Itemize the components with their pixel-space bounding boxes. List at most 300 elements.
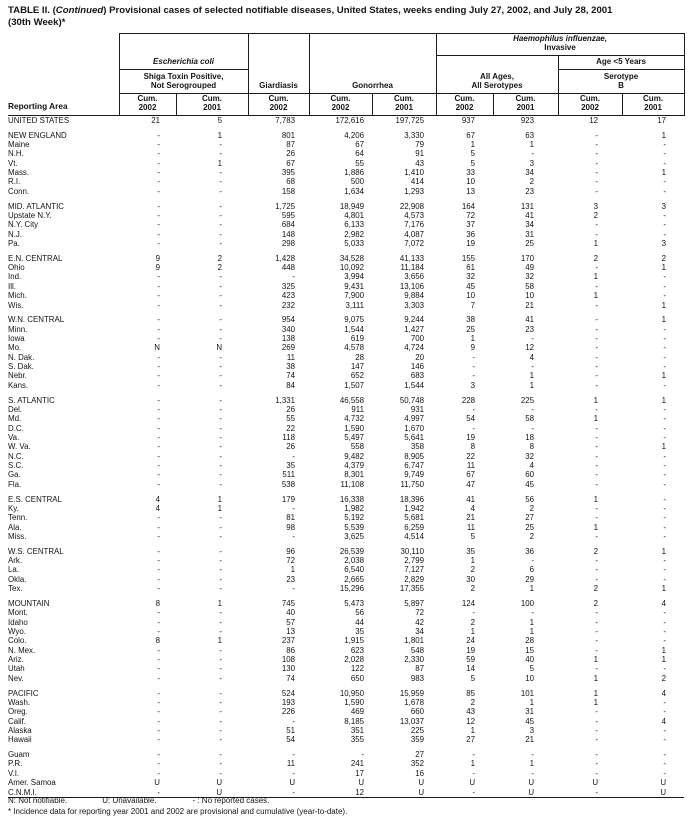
value-cell: - xyxy=(595,281,599,291)
value-cell: - xyxy=(157,470,160,480)
value-cell: - xyxy=(219,140,223,149)
value-cell: 1 xyxy=(661,371,667,381)
value-cell: U xyxy=(289,778,296,788)
value-cell: - xyxy=(531,768,535,778)
value-cell: - xyxy=(219,461,223,470)
table-title: TABLE II. (Continued) Provisional cases of selected notifiable diseases, United States, weeks ending July 27, 2002, and July 28, 2001 (30th Week)* xyxy=(8,5,613,28)
value-cell: - xyxy=(663,140,667,149)
table-row xyxy=(8,599,684,608)
value-cell: 41 xyxy=(525,315,535,325)
reporting-area-cell: Wis. xyxy=(8,300,24,310)
table-row xyxy=(8,239,684,248)
value-cell: - xyxy=(157,688,160,698)
reporting-area-cell: E.S. CENTRAL xyxy=(8,494,62,504)
value-cell: - xyxy=(663,608,667,618)
value-cell: 1 xyxy=(593,522,599,532)
cum-year-header: Cum. 2002 xyxy=(309,93,372,115)
value-cell: 41 xyxy=(525,210,535,220)
value-cell: 1,590 xyxy=(344,697,365,707)
value-cell: 1,678 xyxy=(404,697,425,707)
value-cell: 4,724 xyxy=(404,343,425,353)
value-cell: U xyxy=(592,778,599,788)
table-row xyxy=(8,461,684,470)
reporting-area-cell: La. xyxy=(8,565,19,575)
value-cell: 10 xyxy=(466,291,476,301)
value-cell: 1 xyxy=(217,636,223,646)
value-cell: 35 xyxy=(466,546,476,556)
reporting-area-cell: Hawaii xyxy=(8,735,32,745)
value-cell: - xyxy=(157,220,160,230)
value-cell: 122 xyxy=(350,664,365,674)
value-cell: - xyxy=(292,768,296,778)
value-cell: 3,330 xyxy=(404,130,425,140)
value-cell: 469 xyxy=(350,707,365,717)
value-cell: 11 xyxy=(286,759,296,769)
reporting-area-cell: Md. xyxy=(8,414,22,424)
value-cell: 650 xyxy=(350,673,365,683)
value-cell: 524 xyxy=(281,688,296,698)
all-ages-header: All Ages, All Serotypes xyxy=(436,55,558,93)
value-cell: 414 xyxy=(410,177,425,187)
value-cell: 18,396 xyxy=(399,494,425,504)
value-cell: - xyxy=(157,750,160,760)
value-cell: 164 xyxy=(461,201,476,211)
value-cell: - xyxy=(157,414,160,424)
value-cell: 15,959 xyxy=(399,688,425,698)
value-cell: 87 xyxy=(286,140,296,149)
value-cell: - xyxy=(157,281,160,291)
value-cell: 423 xyxy=(281,291,296,301)
table-row xyxy=(8,433,684,442)
value-cell: 130 xyxy=(281,664,296,674)
value-cell: 4 xyxy=(155,494,160,504)
value-cell: 10 xyxy=(525,673,535,683)
value-cell: 9 xyxy=(155,263,160,273)
value-cell: 11 xyxy=(466,522,476,532)
value-cell: - xyxy=(219,324,223,334)
value-cell: - xyxy=(663,750,667,760)
reporting-area-cell: Mont. xyxy=(8,608,28,618)
value-cell: 170 xyxy=(520,253,535,263)
value-cell: - xyxy=(663,220,667,230)
value-cell: - xyxy=(663,697,667,707)
reporting-area-cell: Wash. xyxy=(8,697,31,707)
table-row xyxy=(8,470,684,479)
value-cell: 5 xyxy=(470,673,476,683)
value-cell: 448 xyxy=(281,263,296,273)
value-cell: - xyxy=(219,735,223,745)
value-cell: - xyxy=(531,404,535,414)
value-cell: 4 xyxy=(661,598,667,608)
value-cell: 1,725 xyxy=(275,201,296,211)
value-cell: 55 xyxy=(286,414,296,424)
value-cell: - xyxy=(219,584,223,594)
value-cell: - xyxy=(219,149,223,159)
value-cell: - xyxy=(219,750,223,760)
table-row xyxy=(8,452,684,461)
table-row xyxy=(8,177,684,186)
table-row xyxy=(8,689,684,698)
value-cell: 30,110 xyxy=(400,546,425,556)
value-cell: U xyxy=(418,778,425,788)
value-cell: - xyxy=(663,186,667,196)
value-cell: U xyxy=(528,778,535,788)
value-cell: - xyxy=(663,343,667,353)
value-cell: 1 xyxy=(593,655,599,665)
value-cell: - xyxy=(157,140,160,149)
value-cell: 10 xyxy=(525,291,535,301)
reporting-area-cell: Ohio xyxy=(8,263,25,273)
reporting-area-cell: Iowa xyxy=(8,334,25,344)
reporting-area-cell: Okla. xyxy=(8,574,27,584)
value-cell: 32 xyxy=(466,272,476,282)
value-cell: - xyxy=(531,556,535,566)
value-cell: 27 xyxy=(525,513,535,523)
table-row xyxy=(8,750,684,759)
value-cell: - xyxy=(157,315,160,325)
value-cell: - xyxy=(219,513,223,523)
value-cell: - xyxy=(219,177,223,187)
value-cell: - xyxy=(157,451,160,461)
value-cell: - xyxy=(472,768,476,778)
value-cell: 32 xyxy=(525,272,535,282)
value-cell: 1 xyxy=(217,158,223,168)
value-cell: 395 xyxy=(281,168,296,178)
value-cell: - xyxy=(595,735,599,745)
value-cell: 5,473 xyxy=(344,598,365,608)
table-row xyxy=(8,575,684,584)
value-cell: 8 xyxy=(470,442,476,452)
value-cell: - xyxy=(157,432,160,442)
value-cell: 2 xyxy=(593,253,599,263)
reporting-area-cell: Alaska xyxy=(8,725,32,735)
value-cell: - xyxy=(157,300,160,310)
value-cell: 45 xyxy=(525,716,535,726)
value-cell: 26 xyxy=(286,442,296,452)
value-cell: - xyxy=(219,617,223,627)
shiga-toxin-header: Shiga Toxin Positive, Not Serogrouped xyxy=(119,69,248,93)
value-cell: 34 xyxy=(525,220,535,230)
reporting-area-cell: P.R. xyxy=(8,759,23,769)
value-cell: - xyxy=(157,324,160,334)
value-cell: 23 xyxy=(525,186,535,196)
value-cell: 18 xyxy=(525,432,535,442)
value-cell: 42 xyxy=(415,617,425,627)
value-cell: - xyxy=(595,725,599,735)
value-cell: 47 xyxy=(466,479,476,489)
reporting-area-cell: Amer. Samoa xyxy=(8,778,56,788)
value-cell: 35 xyxy=(286,461,296,470)
value-cell: 67 xyxy=(466,470,476,480)
value-cell: - xyxy=(663,451,667,461)
value-cell: - xyxy=(157,442,160,452)
value-cell: 4 xyxy=(155,503,160,513)
value-cell: 38 xyxy=(466,315,476,325)
value-cell: - xyxy=(663,414,667,424)
table-row xyxy=(8,140,684,149)
value-cell: 11 xyxy=(286,352,296,362)
value-cell: 4 xyxy=(661,716,667,726)
table-row xyxy=(8,334,684,343)
value-cell: 25 xyxy=(525,238,535,248)
value-cell: 179 xyxy=(281,494,296,504)
value-cell: - xyxy=(157,272,160,282)
reporting-area-cell: Ga. xyxy=(8,470,21,480)
value-cell: 50,748 xyxy=(399,395,425,405)
value-cell: - xyxy=(595,229,599,239)
value-cell: 43 xyxy=(466,707,476,717)
value-cell: - xyxy=(292,716,296,726)
value-cell: 511 xyxy=(282,470,296,480)
value-cell: 38 xyxy=(286,362,296,372)
value-cell: - xyxy=(157,531,160,541)
value-cell: 7,072 xyxy=(404,238,425,248)
value-cell: 2 xyxy=(661,253,667,263)
value-cell: 652 xyxy=(350,371,365,381)
reporting-area-cell: Colo. xyxy=(8,636,27,646)
value-cell: 1 xyxy=(217,503,223,513)
value-cell: - xyxy=(595,158,599,168)
value-cell: 2,665 xyxy=(344,574,365,584)
value-cell: - xyxy=(595,750,599,760)
cum-year-header: Cum. 2002 xyxy=(119,93,176,115)
value-cell: 1 xyxy=(661,655,667,665)
value-cell: 22,908 xyxy=(399,201,425,211)
table-row xyxy=(8,674,684,683)
value-cell: 22 xyxy=(286,423,296,433)
value-cell: 10,092 xyxy=(339,263,365,273)
value-cell: 74 xyxy=(286,673,296,683)
table-row xyxy=(8,504,684,513)
value-cell: - xyxy=(595,707,599,717)
reporting-area-cell: S. ATLANTIC xyxy=(8,395,55,405)
table-row xyxy=(8,759,684,768)
value-cell: 2 xyxy=(593,584,599,594)
table-row xyxy=(8,405,684,414)
value-cell: - xyxy=(595,130,599,140)
value-cell: - xyxy=(157,522,160,532)
value-cell: 27 xyxy=(415,750,425,760)
reporting-area-cell: Wyo. xyxy=(8,627,26,636)
value-cell: - xyxy=(219,272,223,282)
value-cell: 3,656 xyxy=(404,272,425,282)
value-cell: 25 xyxy=(466,324,476,334)
value-cell: - xyxy=(292,584,296,594)
legend-no-reported-cases: - : No reported cases. xyxy=(192,796,270,805)
table-row xyxy=(8,513,684,522)
value-cell: - xyxy=(663,177,667,187)
value-cell: - xyxy=(595,759,599,769)
reporting-area-cell: N. Dak. xyxy=(8,352,35,362)
value-cell: - xyxy=(219,352,223,362)
value-cell: 57 xyxy=(286,617,296,627)
value-cell: 931 xyxy=(410,404,425,414)
reporting-area-cell: Ill. xyxy=(8,281,16,291)
value-cell: 8,185 xyxy=(344,716,365,726)
value-cell: - xyxy=(157,238,160,248)
value-cell: - xyxy=(595,186,599,196)
value-cell: 32 xyxy=(525,451,535,461)
value-cell: 26 xyxy=(286,404,296,414)
value-cell: 118 xyxy=(282,432,296,442)
value-cell: 4,801 xyxy=(344,210,365,220)
value-cell: - xyxy=(663,324,667,334)
table-row xyxy=(8,315,684,324)
reporting-area-cell: Mo. xyxy=(8,343,22,353)
value-cell: 30 xyxy=(466,574,476,584)
value-cell: 46,558 xyxy=(339,395,365,405)
value-cell: U xyxy=(216,778,223,788)
table-row xyxy=(8,325,684,334)
value-cell: - xyxy=(157,608,160,618)
value-cell: 23 xyxy=(286,574,296,584)
ecoli-group-header: Escherichia coli xyxy=(119,34,248,70)
value-cell: 745 xyxy=(281,598,296,608)
value-cell: - xyxy=(663,565,667,575)
value-cell: 4,514 xyxy=(404,531,425,541)
table-row xyxy=(8,301,684,310)
value-cell: 68 xyxy=(286,177,296,187)
reporting-area-cell: Nebr. xyxy=(8,371,27,381)
value-cell: 16,338 xyxy=(339,494,365,504)
table-row xyxy=(8,115,684,125)
haemophilus-group-header: Haemophilus influenzae, Invasive xyxy=(436,34,684,56)
value-cell: 684 xyxy=(281,220,296,230)
value-cell: 2 xyxy=(529,503,535,513)
value-cell: 2,330 xyxy=(404,655,425,665)
value-cell: - xyxy=(219,688,223,698)
table-row xyxy=(8,523,684,532)
value-cell: 3 xyxy=(529,725,535,735)
value-cell: 72 xyxy=(466,210,476,220)
table-row xyxy=(8,655,684,664)
value-cell: - xyxy=(219,371,223,381)
value-cell: 1,410 xyxy=(404,168,425,178)
value-cell: U xyxy=(622,788,684,798)
value-cell: 61 xyxy=(466,263,476,273)
value-cell: 34 xyxy=(415,627,425,636)
value-cell: 67 xyxy=(286,158,296,168)
value-cell: 17 xyxy=(355,768,365,778)
value-cell: 226 xyxy=(281,707,296,717)
value-cell: - xyxy=(219,414,223,424)
value-cell: - xyxy=(663,229,667,239)
value-cell: - xyxy=(472,362,476,372)
value-cell: - xyxy=(663,281,667,291)
value-cell: - xyxy=(595,565,599,575)
value-cell: - xyxy=(531,750,535,760)
value-cell: 3,303 xyxy=(404,300,425,310)
value-cell: - xyxy=(595,768,599,778)
value-cell: - xyxy=(219,522,223,532)
value-cell: 1,428 xyxy=(275,253,296,263)
value-cell: - xyxy=(595,617,599,627)
value-cell: 1 xyxy=(217,130,223,140)
value-cell: 9,244 xyxy=(404,315,425,325)
reporting-area-cell: N.H. xyxy=(8,149,24,159)
value-cell: 23 xyxy=(525,324,535,334)
value-cell: 4,578 xyxy=(344,343,365,353)
value-cell: - xyxy=(219,673,223,683)
value-cell: - xyxy=(663,404,667,414)
value-cell: 1 xyxy=(470,725,476,735)
legend-unavailable: U: Unavailable. xyxy=(102,796,157,805)
value-cell: 37 xyxy=(466,220,476,230)
notifiable-diseases-table xyxy=(8,33,685,798)
value-cell: 158 xyxy=(281,186,296,196)
value-cell: 6,259 xyxy=(404,522,425,532)
value-cell: - xyxy=(595,168,599,178)
value-cell: - xyxy=(663,735,667,745)
value-cell: - xyxy=(595,177,599,187)
value-cell: 225 xyxy=(410,725,425,735)
value-cell: - xyxy=(595,513,599,523)
value-cell: 16 xyxy=(415,768,425,778)
table-row xyxy=(8,211,684,220)
reporting-area-cell: Oreg. xyxy=(8,707,28,717)
value-cell: 4,206 xyxy=(344,130,365,140)
value-cell: 1 xyxy=(217,598,223,608)
reporting-area-cell: Vt. xyxy=(8,158,18,168)
value-cell: - xyxy=(595,461,599,470)
value-cell: - xyxy=(595,451,599,461)
value-cell: - xyxy=(219,664,223,674)
value-cell: 72 xyxy=(415,608,425,618)
value-cell: - xyxy=(219,395,223,405)
value-cell: 355 xyxy=(350,735,365,745)
value-cell: 3,625 xyxy=(344,531,365,541)
cum-year-header: Cum. 2002 xyxy=(436,93,493,115)
value-cell: 1 xyxy=(593,673,599,683)
value-cell: 4,732 xyxy=(344,414,365,424)
value-cell: 13,037 xyxy=(399,716,425,726)
value-cell: 13 xyxy=(286,627,296,636)
value-cell: - xyxy=(663,380,667,390)
value-cell: - xyxy=(157,177,160,187)
value-cell: - xyxy=(157,556,160,566)
value-cell: - xyxy=(663,627,667,636)
cum-year-header: Cum. 2001 xyxy=(622,93,684,115)
value-cell: 9,431 xyxy=(344,281,365,291)
value-cell: 31 xyxy=(525,229,535,239)
reporting-area-cell: N.Y. City xyxy=(8,220,39,230)
table-row xyxy=(8,664,684,673)
value-cell: - xyxy=(595,503,599,513)
value-cell: - xyxy=(531,608,535,618)
value-cell: - xyxy=(663,210,667,220)
value-cell: - xyxy=(157,584,160,594)
reporting-area-cell: N.J. xyxy=(8,229,23,239)
table-row xyxy=(8,646,684,655)
value-cell: 1 xyxy=(529,759,535,769)
value-cell: 5 xyxy=(470,531,476,541)
value-cell: - xyxy=(157,697,160,707)
value-cell: 29 xyxy=(525,574,535,584)
reporting-area-cell: E.N. CENTRAL xyxy=(8,253,63,263)
value-cell: - xyxy=(595,220,599,230)
value-cell: 1 xyxy=(661,546,667,556)
legend-line xyxy=(8,796,684,806)
value-cell: 8,905 xyxy=(404,451,425,461)
value-cell: - xyxy=(157,371,160,381)
value-cell: - xyxy=(157,725,160,735)
value-cell: 54 xyxy=(286,735,296,745)
table-row xyxy=(8,381,684,390)
value-cell: - xyxy=(219,362,223,372)
value-cell: 19 xyxy=(466,238,476,248)
age-under5-header: Age <5 Years xyxy=(558,55,684,69)
value-cell: 1 xyxy=(593,697,599,707)
